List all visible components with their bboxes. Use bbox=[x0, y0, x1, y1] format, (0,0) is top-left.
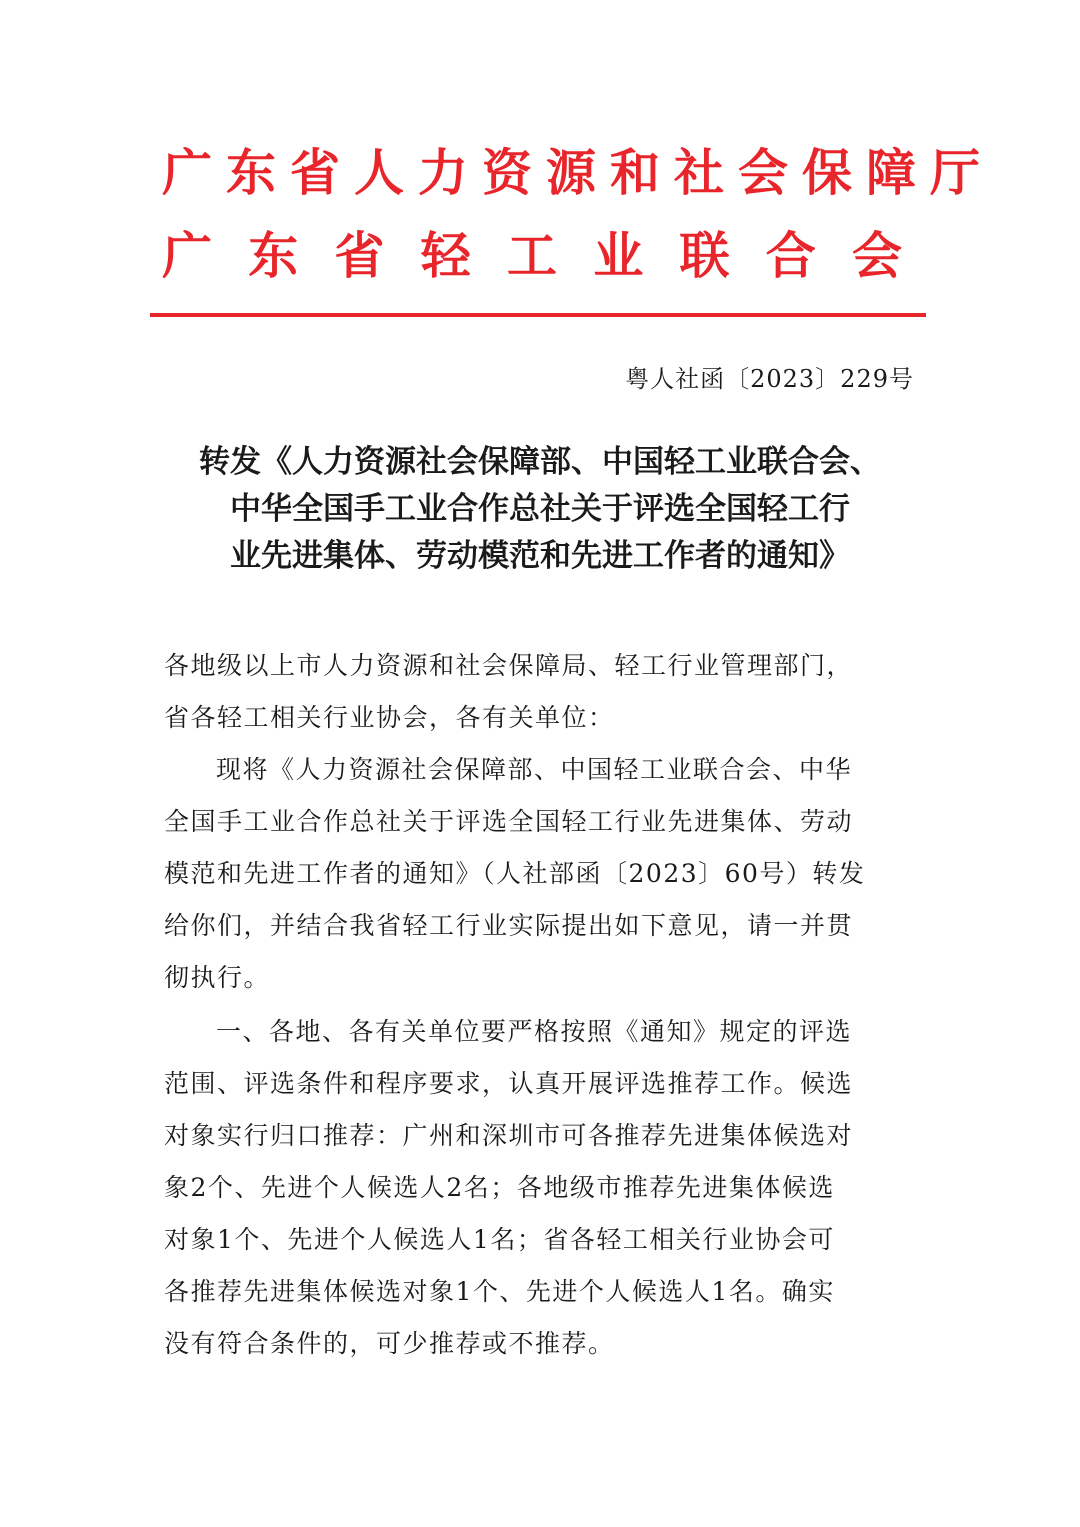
issuer-2-char: 省 bbox=[334, 227, 385, 285]
paragraph-line: 一、各地、各有关单位要严格按照《通知》规定的评选 bbox=[216, 1017, 853, 1046]
paragraph-line: 彻执行。 bbox=[164, 963, 271, 992]
issuer-2-char: 轻 bbox=[420, 227, 471, 285]
paragraph-2 bbox=[164, 1006, 916, 1370]
issuer-line-1: 广东省人力资源和社会保障厅 bbox=[162, 144, 994, 202]
paragraph-line: 现将《人力资源社会保障部、中国轻工业联合会、中华 bbox=[216, 755, 853, 784]
addressee-line: 各地级以上市人力资源和社会保障局、轻工行业管理部门， bbox=[164, 651, 854, 680]
paragraph-line: 对象实行归口推荐：广州和深圳市可各推荐先进集体候选对 bbox=[164, 1121, 854, 1150]
issuer-2-char: 合 bbox=[765, 227, 816, 285]
document-number: 粤人社函〔2023〕229号 bbox=[625, 365, 914, 393]
paragraph-line: 模范和先进工作者的通知》（人社部函〔2023〕60号）转发 bbox=[164, 859, 866, 888]
paragraph-line: 各推荐先进集体候选对象1个、先进个人候选人1名。确实 bbox=[164, 1277, 835, 1306]
paragraph-line: 对象1个、先进个人候选人1名；省各轻工相关行业协会可 bbox=[164, 1225, 835, 1254]
addressee-line: 省各轻工相关行业协会，各有关单位： bbox=[164, 703, 615, 732]
issuer-2-char: 东 bbox=[248, 227, 299, 285]
document-title bbox=[150, 439, 930, 580]
issuer-2-char: 广 bbox=[162, 227, 212, 285]
issuer-2-char: 联 bbox=[679, 227, 730, 285]
paragraph-line: 没有符合条件的，可少推荐或不推荐。 bbox=[164, 1329, 615, 1358]
issuer-2-char: 业 bbox=[593, 227, 644, 285]
paragraph-line: 给你们，并结合我省轻工行业实际提出如下意见，请一并贯 bbox=[164, 911, 854, 940]
paragraph-line: 范围、评选条件和程序要求，认真开展评选推荐工作。候选 bbox=[164, 1069, 854, 1098]
title-line: 转发《人力资源社会保障部、中国轻工业联合会、 bbox=[199, 444, 881, 480]
addressee bbox=[164, 640, 916, 744]
paragraph-1 bbox=[164, 744, 916, 1004]
red-header-rule bbox=[150, 313, 926, 317]
issuer-2-char: 工 bbox=[507, 227, 557, 285]
issuer-2-char: 会 bbox=[852, 227, 902, 285]
issuer-line-2 bbox=[162, 226, 902, 286]
paragraph-line: 全国手工业合作总社关于评选全国轻工行业先进集体、劳动 bbox=[164, 807, 854, 836]
paragraph-line: 象2个、先进个人候选人2名；各地级市推荐先进集体候选 bbox=[164, 1173, 835, 1202]
title-line: 中华全国手工业合作总社关于评选全国轻工行 bbox=[230, 491, 850, 527]
title-line: 业先进集体、劳动模范和先进工作者的通知》 bbox=[230, 538, 850, 574]
